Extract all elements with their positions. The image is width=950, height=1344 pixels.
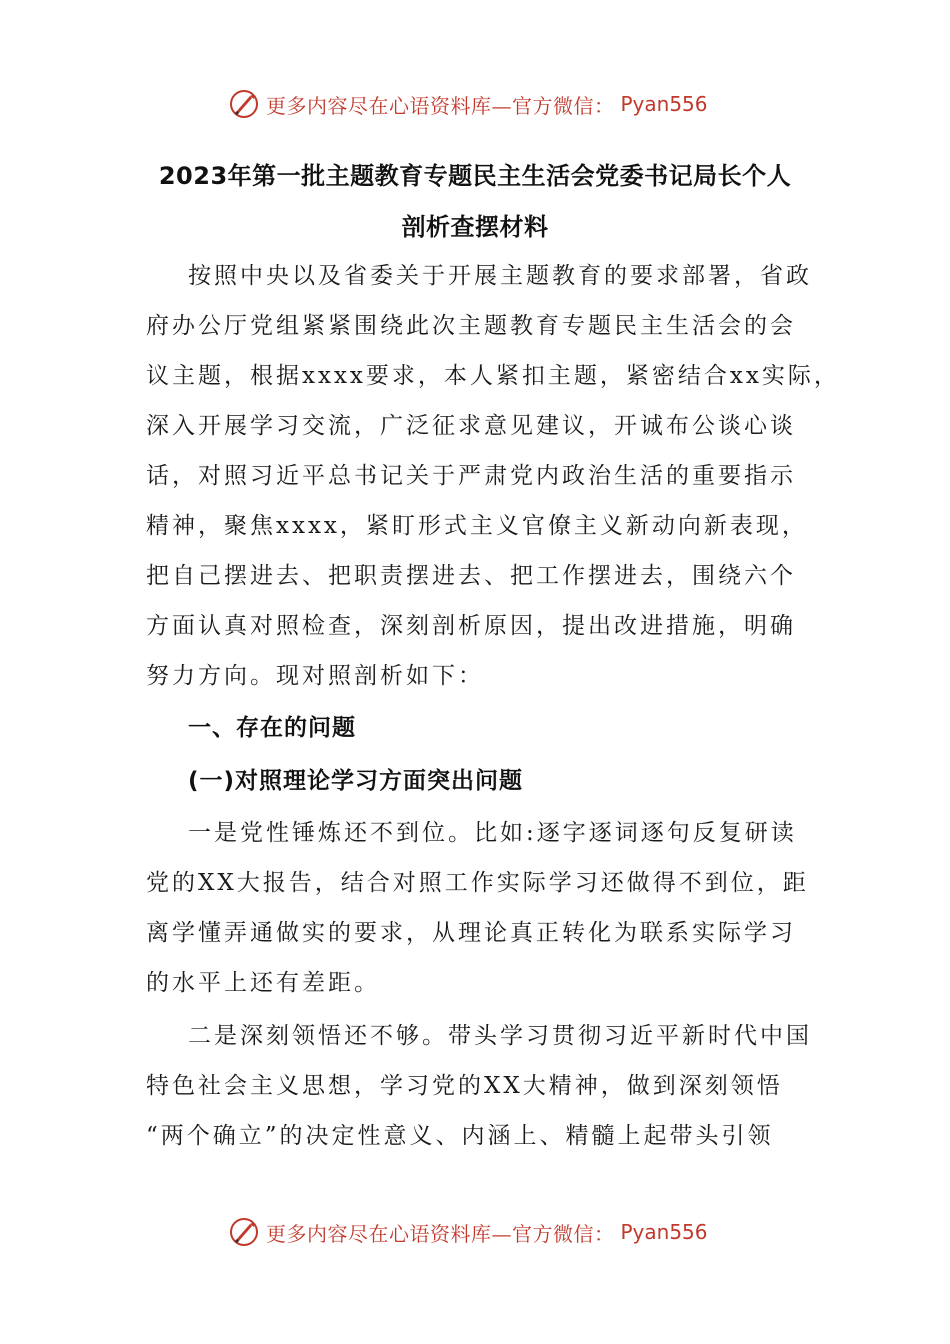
footer-banner-text: 更多内容尽在心语资料库—官方微信： bbox=[266, 1221, 615, 1246]
intro-line: 议主题，根据xxxx要求，本人紧扣主题，紧密结合xx实际， bbox=[146, 363, 840, 389]
intro-line: 把自己摆进去、把职责摆进去、把工作摆进去，围绕六个 bbox=[146, 563, 796, 589]
quill-pen-logo-icon bbox=[228, 88, 260, 120]
intro-line: 按照中央以及省委关于开展主题教育的要求部署，省政 bbox=[188, 263, 812, 289]
document-title-line-2: 剖析查摆材料 bbox=[401, 213, 549, 241]
para1-line: 离学懂弄通做实的要求，从理论真正转化为联系实际学习 bbox=[146, 920, 796, 946]
para2-line: 二是深刻领悟还不够。带头学习贯彻习近平新时代中国 bbox=[188, 1023, 812, 1049]
intro-line: 话，对照习近平总书记关于严肃党内政治生活的重要指示 bbox=[146, 463, 796, 489]
header-banner bbox=[228, 84, 748, 124]
para2-line: 特色社会主义思想，学习党的XX大精神，做到深刻领悟 bbox=[146, 1073, 783, 1099]
header-banner-wechat: Pyan556 bbox=[620, 92, 708, 116]
intro-line: 努力方向。现对照剖析如下： bbox=[146, 663, 484, 689]
para1-line: 党的XX大报告，结合对照工作实际学习还做得不到位，距 bbox=[146, 870, 809, 896]
para2-line: “两个确立”的决定性意义、内涵上、精髓上起带头引领 bbox=[146, 1123, 774, 1149]
intro-line: 深入开展学习交流，广泛征求意见建议，开诚布公谈心谈 bbox=[146, 413, 796, 439]
document-title-line-1: 2023年第一批主题教育专题民主生活会党委书记局长个人 bbox=[158, 162, 792, 190]
para1-line: 一是党性锤炼还不到位。比如:逐字逐词逐句反复研读 bbox=[188, 820, 797, 846]
quill-pen-logo-icon bbox=[228, 1216, 260, 1248]
intro-line: 精神，聚焦xxxx，紧盯形式主义官僚主义新动向新表现， bbox=[146, 513, 808, 539]
intro-line: 方面认真对照检查，深刻剖析原因，提出改进措施，明确 bbox=[146, 613, 796, 639]
subsection-heading: (一)对照理论学习方面突出问题 bbox=[188, 768, 524, 794]
footer-banner-wechat: Pyan556 bbox=[620, 1220, 708, 1244]
section-heading: 一、存在的问题 bbox=[188, 715, 356, 741]
intro-line: 府办公厅党组紧紧围绕此次主题教育专题民主生活会的会 bbox=[146, 313, 796, 339]
para1-line: 的水平上还有差距。 bbox=[146, 970, 380, 996]
header-banner-text: 更多内容尽在心语资料库—官方微信： bbox=[266, 93, 615, 118]
footer-banner bbox=[228, 1212, 748, 1252]
